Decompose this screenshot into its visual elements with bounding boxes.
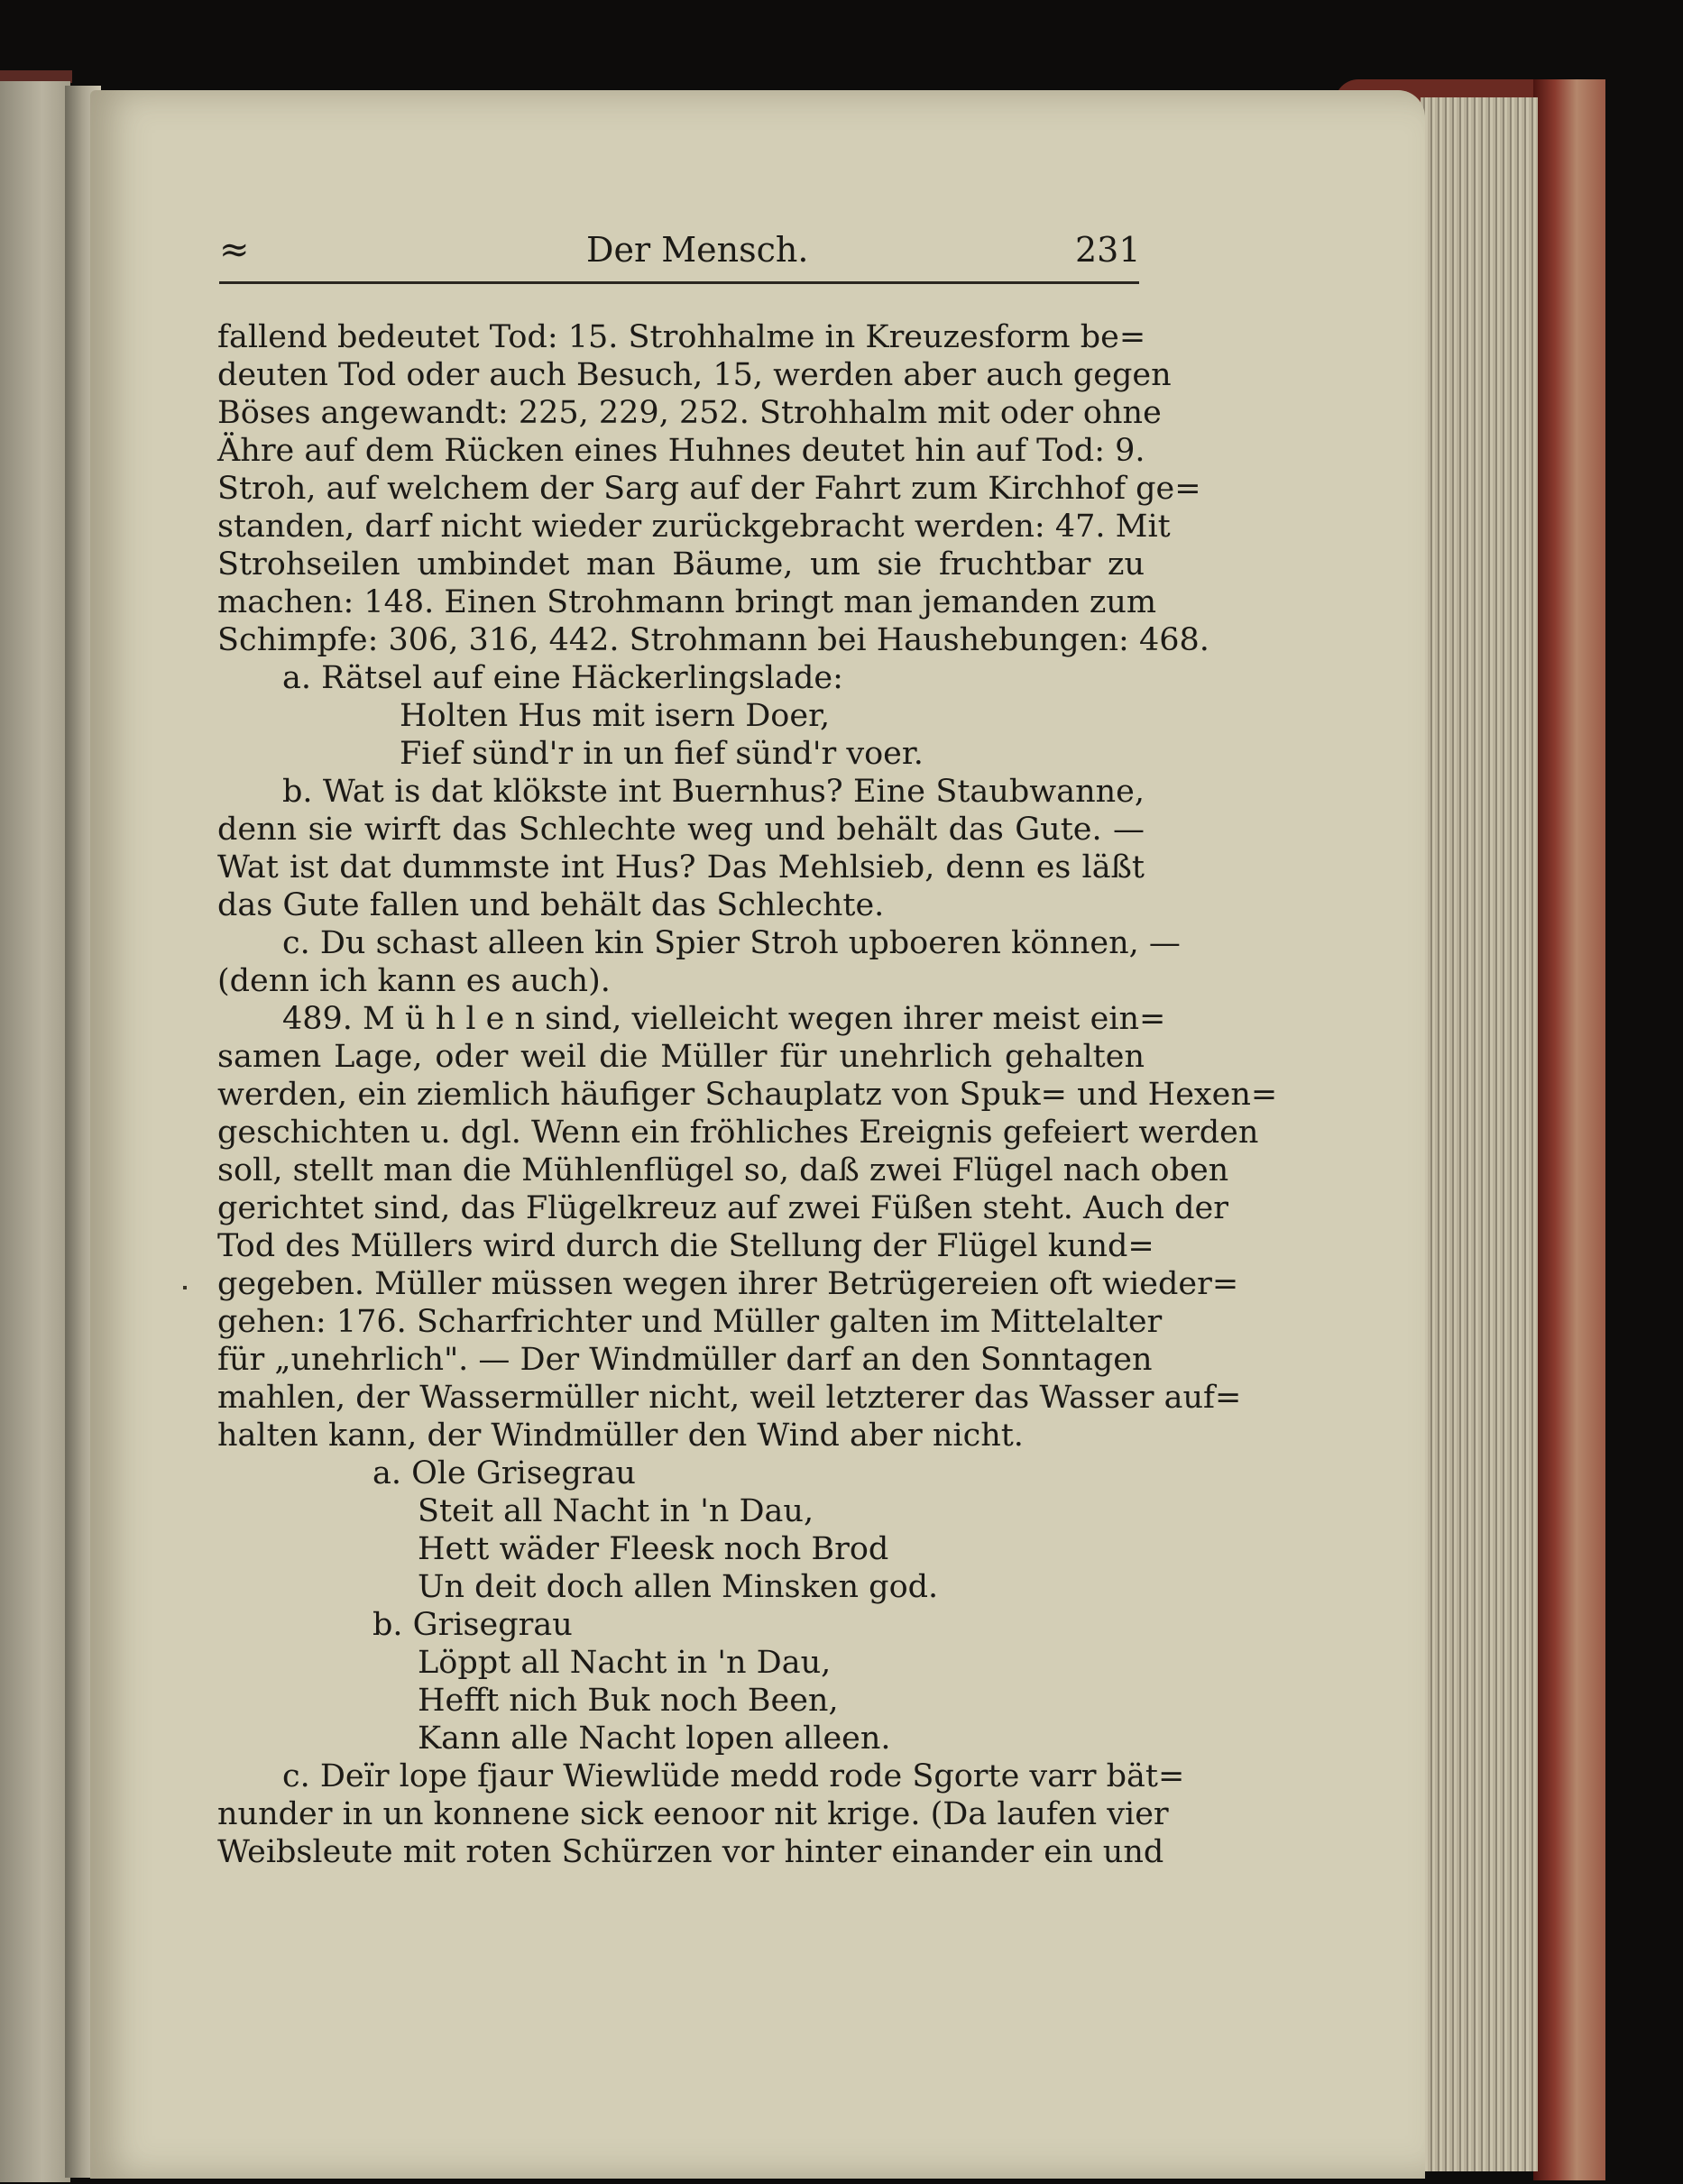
right-cover-edge [1533,79,1605,2180]
text-line: gegeben. Müller müssen wegen ihrer Betrügereien oft wieder= [217,1266,1239,1302]
text-line: c. Deïr lope fjaur Wiewlüde medd rode Sgorte varr bät= [282,1758,1185,1794]
text-line: samen Lage, oder weil die Müller für unehrlich gehalten [217,1039,1145,1075]
text-line: gehen: 176. Scharfrichter und Müller galten im Mittelalter [217,1304,1163,1340]
text-line: halten kann, der Windmüller den Wind aber nicht. [217,1418,1024,1454]
text-line: geschichten u. dgl. Wenn ein fröhliches Ereignis gefeiert werden [217,1115,1259,1151]
verse-line: Un deit doch allen Minsken god. [418,1569,939,1605]
text-line: gerichtet sind, das Flügelkreuz auf zwei Füßen steht. Auch der [217,1190,1228,1226]
verse-line: b. Grisegrau [372,1607,573,1643]
verse-line: Fief sünd'r in un fief sünd'r voer. [400,736,924,772]
text-line: Schimpfe: 306, 316, 442. Strohmann bei Haushebungen: 468. [217,622,1209,658]
text-line: werden, ein ziemlich häufiger Schauplatz von Spuk= und Hexen= [217,1077,1278,1113]
text-line: standen, darf nicht wieder zurückgebracht werden: 47. Mit [217,509,1171,545]
running-title: Der Mensch. [586,230,809,270]
text-line: denn sie wirft das Schlechte weg und behält das Gute. — [217,812,1145,848]
verse-line: Holten Hus mit isern Doer, [400,698,831,734]
verse-line: Löppt all Nacht in 'n Dau, [418,1645,832,1681]
text-line: c. Du schast alleen kin Spier Stroh upboeren können, — [282,925,1181,961]
verse-line: Steit all Nacht in 'n Dau, [418,1493,814,1529]
text-line: Böses angewandt: 225, 229, 252. Strohhalm mit oder ohne [217,395,1162,431]
text-line: (denn ich kann es auch). [217,963,611,999]
text-line: Strohseilen umbindet man Bäume, um sie fruchtbar zu [217,546,1145,583]
text-line: Tod des Müllers wird durch die Stellung der Flügel kund= [217,1228,1154,1264]
text-line: Ähre auf dem Rücken eines Huhnes deutet hin auf Tod: 9. [217,433,1145,469]
verse-line: Hefft nich Buk noch Been, [418,1683,839,1719]
text-line: b. Wat is dat klökste int Buernhus? Eine Staubwanne, [282,774,1145,810]
text-line: das Gute fallen und behält das Schlechte. [217,887,885,923]
text-line: fallend bedeutet Tod: 15. Strohhalme in Kreuzesform be= [217,319,1146,355]
page-fore-edge [1421,97,1538,2171]
text-line: für „unehrlich". — Der Windmüller darf an den Sonntagen [217,1342,1153,1378]
text-line: mahlen, der Wassermüller nicht, weil letzterer das Wasser auf= [217,1380,1242,1416]
verse-line: Kann alle Nacht lopen alleen. [418,1721,891,1757]
text-line: machen: 148. Einen Strohmann bringt man jemanden zum [217,584,1157,620]
text-line: deuten Tod oder auch Besuch, 15, werden aber auch gegen [217,357,1172,393]
text-line: Stroh, auf welchem der Sarg auf der Fahrt zum Kirchhof ge= [217,471,1201,507]
verse-line: Hett wäder Fleesk noch Brod [418,1531,889,1567]
verse-line: a. Ole Grisegrau [372,1455,636,1491]
text-line: Wat ist dat dummste int Hus? Das Mehlsieb, denn es läßt [217,849,1145,886]
header-mark: ≈ [219,229,250,271]
text-line: Weibsleute mit roten Schürzen vor hinter einander ein und [217,1834,1164,1870]
header-rule [219,281,1139,284]
text-line: 489. M ü h l e n sind, vielleicht wegen ihrer meist ein= [282,1001,1166,1037]
facing-page-edge [0,81,70,2182]
page-number: 231 [1075,230,1141,270]
text-line: nunder in un konnene sick eenoor nit krige. (Da laufen vier [217,1796,1169,1832]
text-line: soll, stellt man die Mühlenflügel so, daß zwei Flügel nach oben [217,1152,1229,1188]
text-line: a. Rätsel auf eine Häckerlingslade: [282,660,843,696]
ink-speck [183,1286,187,1289]
